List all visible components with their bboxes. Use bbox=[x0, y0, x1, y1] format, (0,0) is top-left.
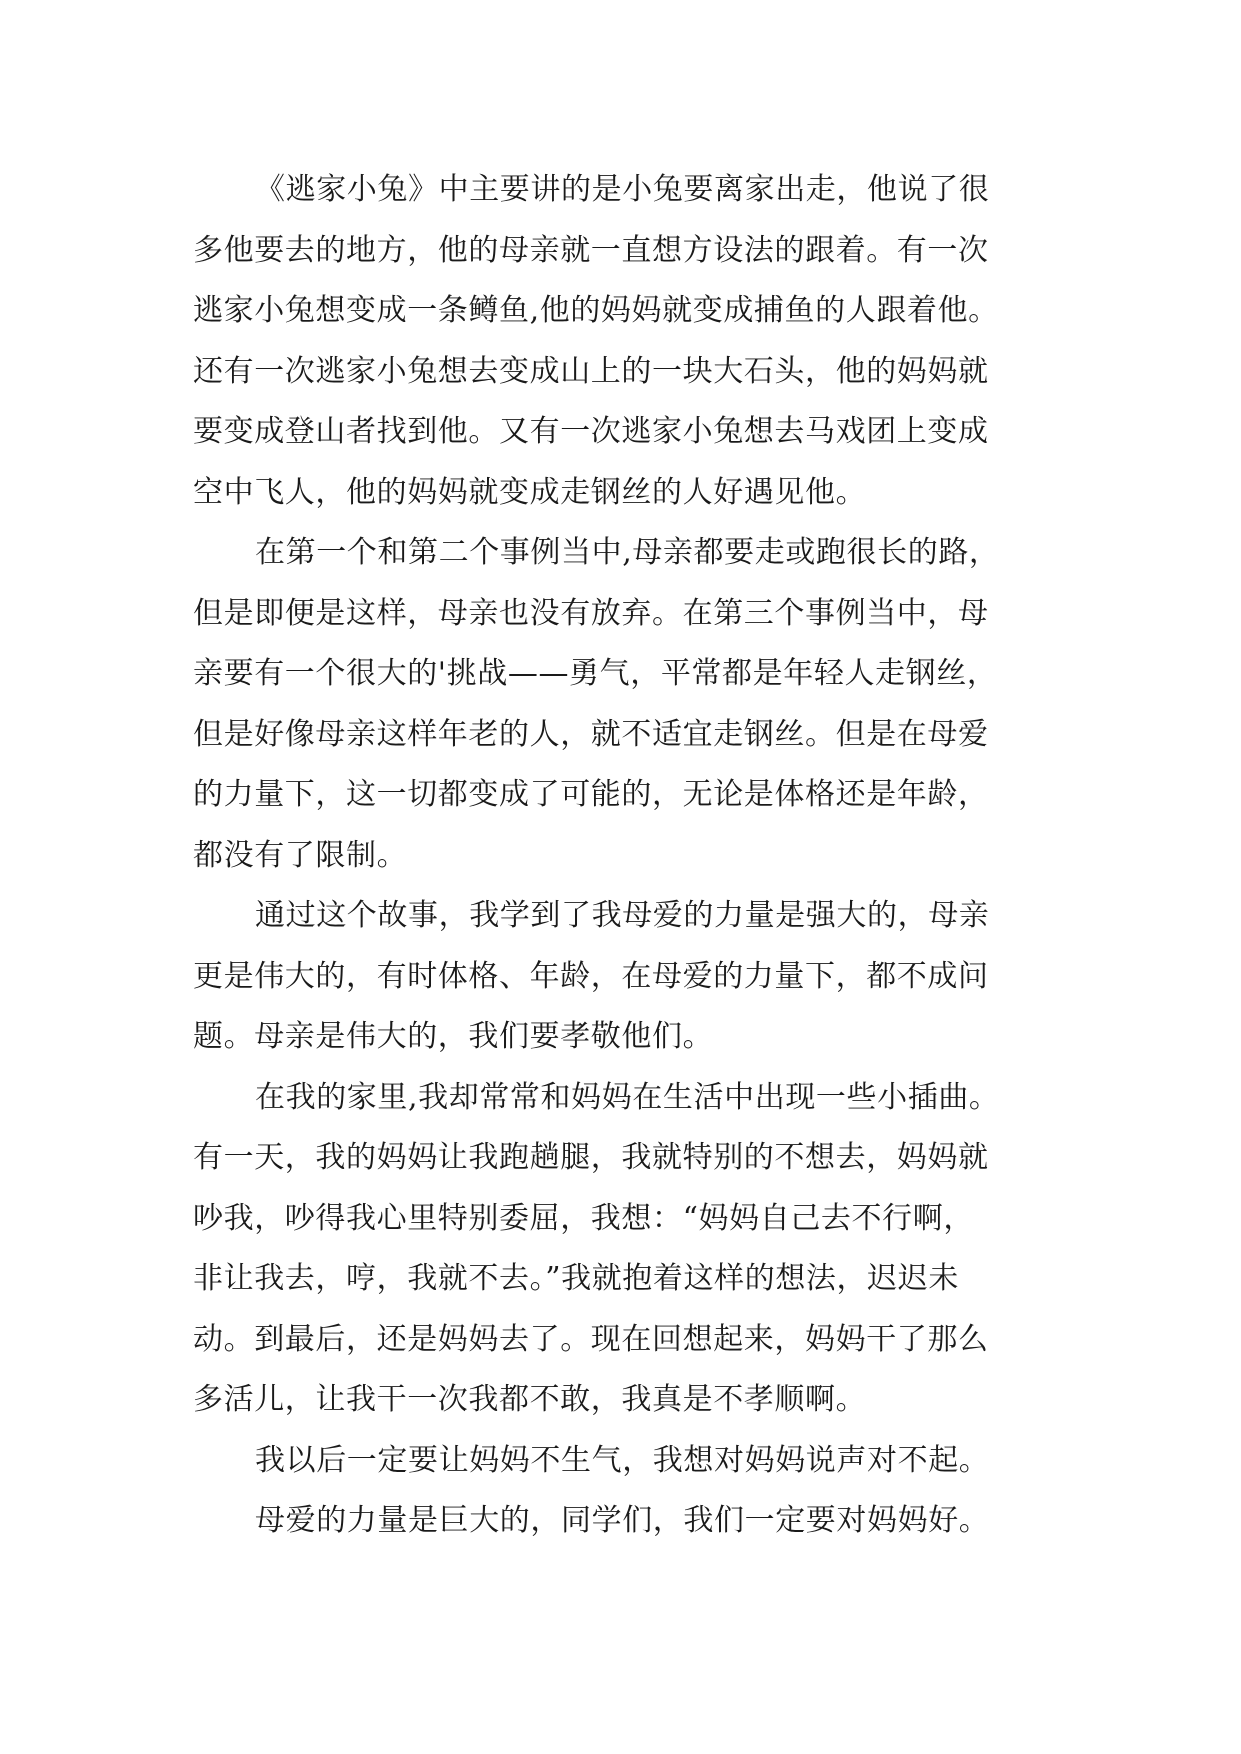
text-line: 空中飞人，他的妈妈就变成走钢丝的人好遇见他。 bbox=[193, 474, 867, 510]
text-line: 多他要去的地方，他的母亲就一直想方设法的跟着。有一次 bbox=[193, 232, 989, 268]
text-line: 《逃家小兔》中主要讲的是小兔要离家出走，他说了很 bbox=[255, 172, 990, 207]
text-line: 在我的家里,我却常常和妈妈在生活中出现一些小插曲。 bbox=[255, 1079, 1000, 1115]
text-line: 亲要有一个很大的'挑战——勇气，平常都是年轻人走钢丝， bbox=[193, 656, 998, 691]
text-line: 但是好像母亲这样年老的人，就不适宜走钢丝。但是在母爱 bbox=[193, 716, 989, 752]
text-line: 要变成登山者找到他。又有一次逃家小兔想去马戏团上变成 bbox=[193, 414, 989, 449]
text-line: 母爱的力量是巨大的，同学们，我们一定要对妈妈好。 bbox=[255, 1503, 990, 1538]
text-line: 多活儿，让我干一次我都不敢，我真是不孝顺啊。 bbox=[193, 1382, 867, 1417]
text-line: 题。母亲是伟大的，我们要孝敬他们。 bbox=[193, 1019, 714, 1054]
text-line: 吵我，吵得我心里特别委屈，我想：“妈妈自己去不行啊， bbox=[193, 1200, 974, 1236]
text-line: 在第一个和第二个事例当中,母亲都要走或跑很长的路， bbox=[255, 535, 1000, 570]
essay-body bbox=[193, 160, 1093, 1552]
text-line: 非让我去，哼，我就不去。”我就抱着这样的想法，迟迟未 bbox=[193, 1261, 959, 1296]
text-line: 通过这个故事，我学到了我母爱的力量是强大的，母亲 bbox=[255, 898, 990, 933]
text-line: 我以后一定要让妈妈不生气，我想对妈妈说声对不起。 bbox=[255, 1442, 990, 1478]
text-line: 还有一次逃家小兔想去变成山上的一块大石头，他的妈妈就 bbox=[193, 353, 989, 389]
text-line: 动。到最后，还是妈妈去了。现在回想起来，妈妈干了那么 bbox=[193, 1321, 989, 1357]
text-line: 更是伟大的，有时体格、年龄，在母爱的力量下，都不成问 bbox=[193, 958, 989, 994]
text-line: 逃家小兔想变成一条鳟鱼,他的妈妈就变成捕鱼的人跟着他。 bbox=[193, 293, 999, 328]
text-line: 有一天，我的妈妈让我跑趟腿，我就特别的不想去，妈妈就 bbox=[193, 1140, 989, 1175]
text-line: 的力量下，这一切都变成了可能的，无论是体格还是年龄， bbox=[193, 777, 989, 812]
text-line: 但是即便是这样，母亲也没有放弃。在第三个事例当中，母 bbox=[193, 595, 989, 631]
text-line: 都没有了限制。 bbox=[193, 837, 408, 873]
